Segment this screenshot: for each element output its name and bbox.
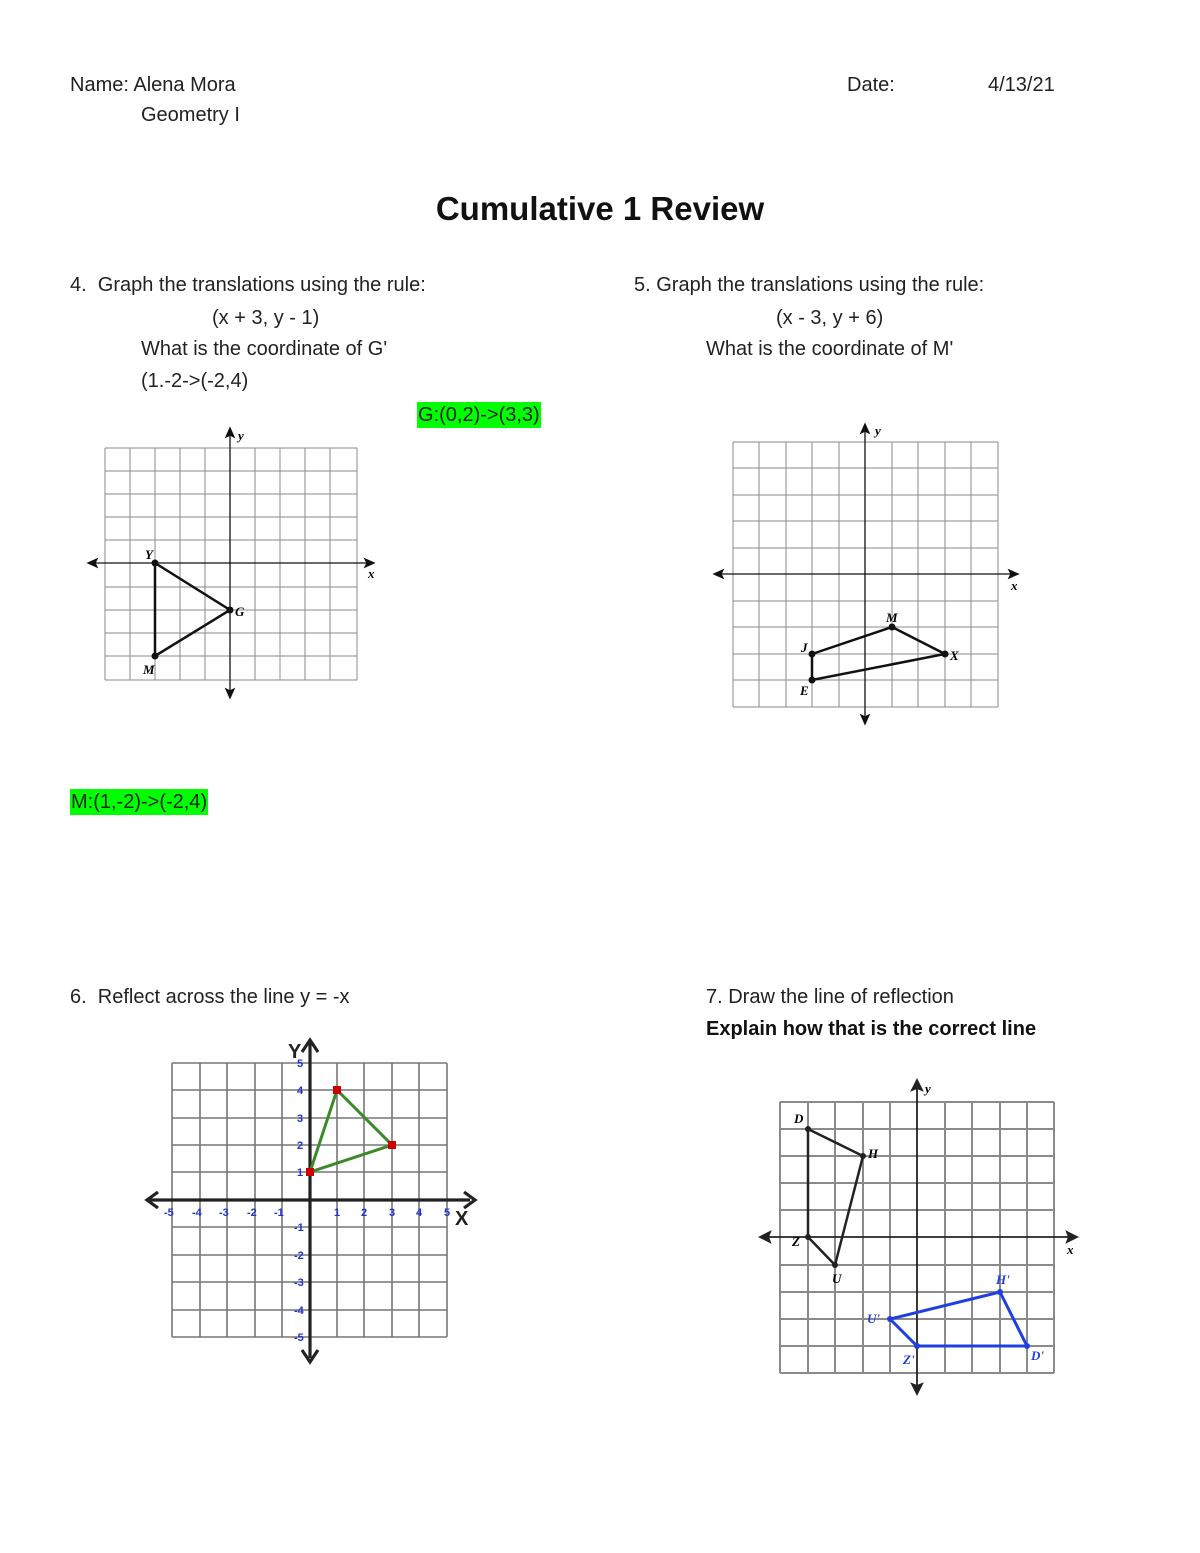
q7-vertex-z: [805, 1234, 811, 1240]
q4-label-m: M: [143, 662, 155, 677]
q7-label-h-prime: H': [996, 1272, 1010, 1287]
q5-label-j: J: [801, 640, 808, 655]
q6-y-tick: 2: [297, 1140, 304, 1152]
q6-x-tick: -4: [192, 1207, 202, 1219]
q7-vertex-h: [860, 1153, 866, 1159]
q6-y-tick: -3: [294, 1277, 304, 1289]
date-label: Date:: [847, 74, 895, 96]
q7-vertex-z-prime: [914, 1343, 920, 1349]
q4-prompt: 4. Graph the translations using the rule:: [70, 274, 426, 296]
q6-x-tick: 1: [334, 1207, 341, 1219]
q5-question: What is the coordinate of M': [706, 338, 954, 360]
q5-y-axis-label: y: [875, 423, 881, 438]
q6-y-tick: 4: [297, 1085, 304, 1097]
q5-prompt: 5. Graph the translations using the rule:: [634, 274, 985, 296]
q6-x-tick: -3: [219, 1207, 229, 1219]
q6-y-tick: -2: [294, 1250, 304, 1262]
q4-answer-m-text: M:(1,-2)->(-2,4): [71, 791, 208, 813]
q4-rule: (x + 3, y - 1): [212, 307, 320, 329]
q4-x-axis-label: x: [368, 566, 375, 581]
q4-label-g: G: [235, 604, 245, 619]
q6-x-tick: -2: [247, 1207, 257, 1219]
q7-vertex-d-prime: [1024, 1343, 1030, 1349]
q7-label-h: H: [868, 1146, 879, 1161]
q5-rule: (x - 3, y + 6): [776, 307, 884, 329]
q7-label-d-prime: D': [1031, 1348, 1044, 1363]
q7-instruction: Explain how that is the correct line: [706, 1018, 1037, 1040]
q7-prompt: 7. Draw the line of reflection: [706, 986, 954, 1008]
q6-y-tick: -1: [294, 1222, 304, 1234]
q7-label-u: U: [832, 1271, 842, 1286]
q5-label-x: X: [950, 648, 959, 663]
q5-label-m: M: [886, 610, 898, 625]
q6-x-tick: -5: [164, 1207, 174, 1219]
q4-work: (1.-2->(-2,4): [141, 370, 249, 392]
q7-label-z: Z: [792, 1234, 800, 1249]
q4-answer-g-text: G:(0,2)->(3,3): [418, 404, 540, 426]
q4-y-axis-label: y: [238, 428, 244, 443]
q6-x-tick: 4: [416, 1207, 423, 1219]
q7-label-d: D: [794, 1111, 804, 1126]
q4-question: What is the coordinate of G': [141, 338, 388, 360]
q7-vertex-d: [805, 1126, 811, 1132]
q7-label-u-prime: U': [867, 1311, 880, 1326]
date-value: 4/13/21: [988, 74, 1055, 96]
student-name: Name: Alena Mora: [70, 74, 236, 96]
page-title: Cumulative 1 Review: [435, 190, 765, 227]
q6-y-axis-label: Y: [288, 1041, 302, 1063]
q7-vertex-h-prime: [997, 1289, 1003, 1295]
q6-x-tick: 5: [444, 1207, 451, 1219]
q6-x-axis-label: X: [455, 1208, 469, 1230]
q5-label-e: E: [800, 683, 809, 698]
q7-vertex-u: [832, 1262, 838, 1268]
q6-y-tick: -5: [294, 1332, 304, 1344]
q7-x-axis-label: x: [1067, 1242, 1074, 1257]
q6-y-tick: 1: [297, 1167, 304, 1179]
q6-x-tick: 3: [389, 1207, 396, 1219]
q6-x-tick: -1: [274, 1207, 284, 1219]
q5-x-axis-label: x: [1011, 578, 1018, 593]
q6-y-tick: 3: [297, 1113, 304, 1125]
q6-x-tick: 2: [361, 1207, 368, 1219]
q4-label-y: Y: [145, 547, 153, 562]
q7-label-z-prime: Z': [903, 1352, 915, 1367]
q6-y-tick: 5: [297, 1058, 304, 1070]
q7-y-axis-label: y: [925, 1081, 931, 1096]
q6-prompt: 6. Reflect across the line y = -x: [70, 986, 350, 1008]
q6-y-tick: -4: [294, 1305, 304, 1317]
course-name: Geometry I: [141, 104, 240, 126]
q7-vertex-u-prime: [887, 1316, 893, 1322]
